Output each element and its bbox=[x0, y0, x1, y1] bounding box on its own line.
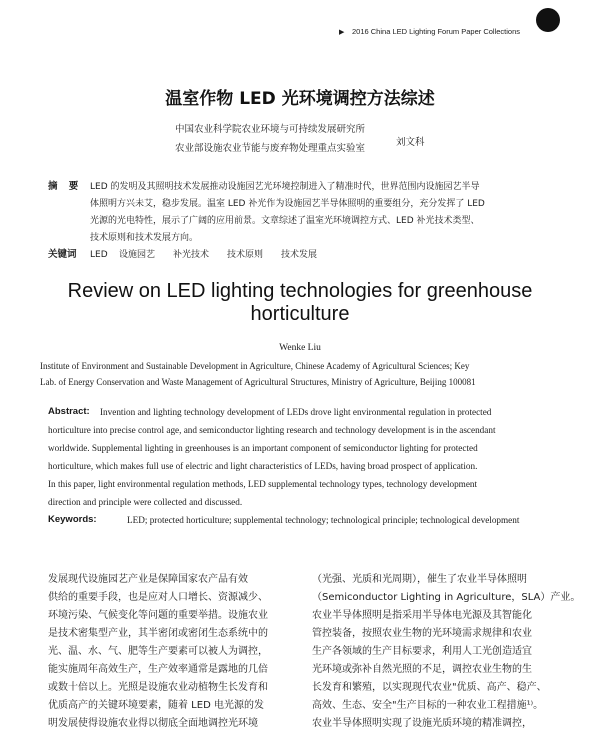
cn-keyword: LED bbox=[90, 250, 108, 260]
en-keywords-label: Keywords: bbox=[48, 514, 97, 525]
header-bullet-icon: ▶ bbox=[339, 28, 345, 36]
cn-keyword: 技术原则 bbox=[227, 250, 264, 260]
body-left-line: 或数十倍以上。光照是设施农业动植物生长发育和 bbox=[48, 682, 268, 693]
en-abstract-line: Invention and lighting technology development of LEDs drove light environmental regulation in protected bbox=[100, 407, 492, 417]
body-left-line: 环境污染、气候变化等问题的重要举措。设施农业 bbox=[48, 610, 268, 621]
cn-keyword: 设施园艺 bbox=[119, 250, 156, 260]
cn-keywords-label: 关键词 bbox=[48, 249, 77, 260]
corner-mark bbox=[536, 8, 560, 32]
cn-abstract-line: 技术原则和技术发展方向。 bbox=[90, 233, 199, 243]
running-header: 2016 China LED Lighting Forum Paper Collections bbox=[352, 27, 521, 36]
en-abstract-label: Abstract: bbox=[48, 406, 90, 417]
body-right-line: 高效、生态、安全"生产目标的一种农业工程措施¹⁾。 bbox=[312, 700, 544, 711]
cn-title: 温室作物 LED 光环境调控方法综述 bbox=[165, 89, 435, 109]
body-left-line: 供给的重要手段，也是应对人口增长、资源减少、 bbox=[48, 592, 268, 603]
cn-keyword: 补光技术 bbox=[173, 250, 210, 260]
cn-keyword: 技术发展 bbox=[281, 250, 318, 260]
body-right-line: 长发育和繁殖，以实现现代农业"优质、高产、稳产、 bbox=[312, 682, 547, 693]
en-keywords: LED; protected horticulture; supplemental technology; technological principle; technological development bbox=[127, 515, 520, 525]
cn-abstract-line: LED 的发明及其照明技术发展推动设施园艺光环境控制进入了精准时代，世界范围内设施园艺半导 bbox=[90, 182, 480, 192]
body-right-line: 农业半导体照明是指采用半导体电光源及其智能化 bbox=[312, 610, 532, 621]
body-left-line: 优质高产的关键环境要素，随着 LED 电光源的发 bbox=[48, 700, 264, 711]
body-right-line: 光环境或弥补自然光照的不足，调控农业生物的生 bbox=[312, 664, 532, 675]
en-abstract-line: direction and principle were collected and discussed. bbox=[48, 497, 243, 507]
cn-affiliation-1: 中国农业科学院农业环境与可持续发展研究所 bbox=[175, 124, 366, 135]
en-title-line-1: Review on LED lighting technologies for greenhouse bbox=[67, 280, 533, 302]
body-right-line: 管控装备，按照农业生物的光环境需求规律和农业 bbox=[312, 628, 532, 639]
cn-affiliation-2: 农业部设施农业节能与废弃物处理重点实验室 bbox=[175, 143, 366, 154]
body-left-line: 明发展使得设施农业得以彻底全面地调控光环境 bbox=[48, 718, 258, 729]
body-right-line: （光强、光质和光周期），催生了农业半导体照明 bbox=[312, 574, 527, 585]
en-abstract-line: worldwide. Supplemental lighting in greenhouses is an important component of semiconductor lighting for protected bbox=[48, 443, 478, 453]
body-left-line: 是技术密集型产业，其半密闭或密闭生态系统中的 bbox=[48, 628, 268, 639]
cn-author: 刘文科 bbox=[396, 137, 425, 148]
body-left-line: 能实施周年高效生产，生产效率通常是露地的几倍 bbox=[48, 664, 268, 675]
en-abstract-line: horticulture, which makes full use of electric and light characteristics of LEDs, having broad prospect of application. bbox=[48, 461, 478, 471]
en-affiliation-line: Lab. of Energy Conservation and Waste Management of Agricultural Structures, Ministry of Agriculture, Beijing 100081 bbox=[40, 377, 476, 387]
body-left-line: 发展现代设施园艺产业是保障国家农产品有效 bbox=[48, 574, 248, 585]
cn-abstract-label: 摘 要 bbox=[48, 181, 83, 192]
en-author: Wenke Liu bbox=[279, 343, 321, 353]
body-right-line: 农业半导体照明实现了设施光质环境的精准调控， bbox=[312, 718, 532, 729]
body-left-line: 光、温、水、气、肥等生产要素可以被人为调控， bbox=[48, 646, 268, 657]
en-abstract-line: In this paper, light environmental regulation methods, LED supplemental technology types, technology development bbox=[48, 479, 478, 489]
en-abstract-line: horticulture into precise control age, and semiconductor lighting research and technology development is in the ascendant bbox=[48, 425, 496, 435]
en-title-line-2: horticulture bbox=[250, 303, 350, 325]
en-affiliation-line: Institute of Environment and Sustainable Development in Agriculture, Chinese Academy of Agricultural Sciences; Key bbox=[40, 361, 470, 371]
cn-abstract-line: 体照明方兴未艾，稳步发展。温室 LED 补光作为设施园艺半导体照明的重要组分，充分发挥了 LED bbox=[90, 199, 485, 209]
cn-abstract-line: 光源的光电特性，展示了广阔的应用前景。文章综述了温室光环境调控方式、LED 补光技术类型、 bbox=[90, 216, 480, 226]
body-right-line: 生产各领域的生产目标要求，利用人工光创造适宜 bbox=[312, 646, 532, 657]
body-right-line: （Semiconductor Lighting in Agriculture，SLA）产业。 bbox=[312, 592, 581, 603]
